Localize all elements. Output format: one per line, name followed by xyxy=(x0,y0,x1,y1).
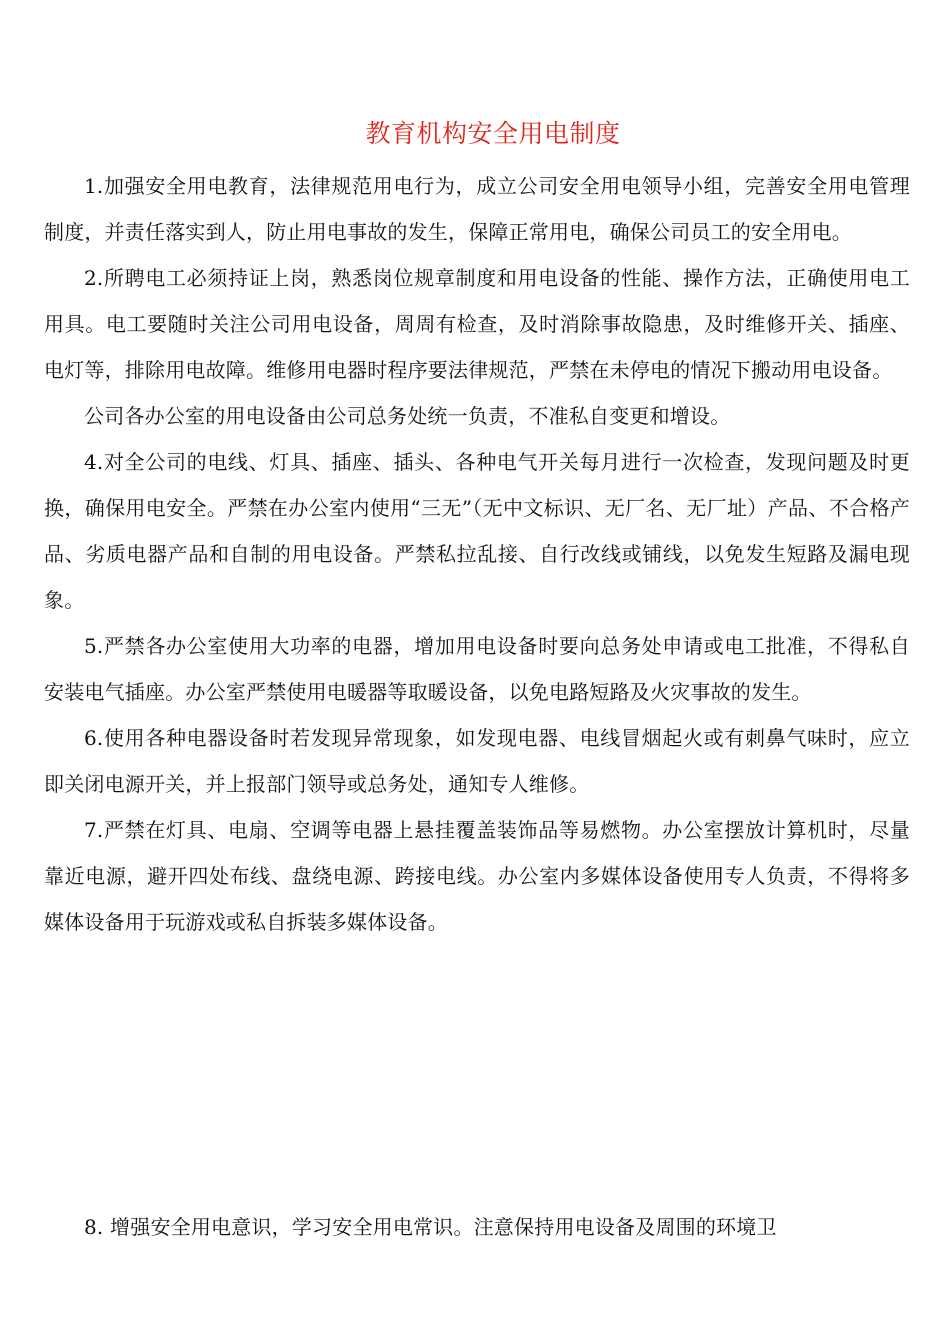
paragraph-5: 5.严禁各办公室使用大功率的电器，增加用电设备时要向总务处申请或电工批准，不得私自安装电气插座。办公室严禁使用电暖器等取暖设备，以免电路短路及火灾事故的发生。 xyxy=(44,634,910,704)
paragraph-6: 6.使用各种电器设备时若发现异常现象，如发现电器、电线冒烟起火或有刺鼻气味时，应立即关闭电源开关，并上报部门领导或总务处，通知专人维修。 xyxy=(44,726,910,796)
paragraph-7: 7.严禁在灯具、电扇、空调等电器上悬挂覆盖装饰品等易燃物。办公室摆放计算机时，尽量靠近电源，避开四处布线、盘绕电源、跨接电线。办公室内多媒体设备使用专人负责，不得将多媒体设备用于玩游戏或私自拆装多媒体设备。 xyxy=(44,818,910,934)
paragraph-8: 8. 增强安全用电意识，学习安全用电常识。注意保持用电设备及周围的环境卫 xyxy=(84,1215,777,1239)
paragraph-3: 公司各办公室的用电设备由公司总务处统一负责，不准私自变更和增设。 xyxy=(84,404,731,428)
document-body xyxy=(44,163,910,945)
paragraph-1: 1.加强安全用电教育，法律规范用电行为，成立公司安全用电领导小组，完善安全用电管理制度，并责任落实到人，防止用电事故的发生，保障正常用电，确保公司员工的安全用电。 xyxy=(44,174,910,244)
paragraph-4: 4.对全公司的电线、灯具、插座、插头、各种电气开关每月进行一次检查，发现问题及时更换，确保用电安全。严禁在办公室内使用“三无”（无中文标识、无厂名、无厂址）产品、不合格产品、劣质电器产品和自制的用电设备。严禁私拉乱接、自行改线或铺线，以免发生短路及漏电现象。 xyxy=(44,450,910,612)
document-title: 教育机构安全用电制度 xyxy=(365,119,621,148)
paragraph-2: 2.所聘电工必须持证上岗，熟悉岗位规章制度和用电设备的性能、操作方法，正确使用电工用具。电工要随时关注公司用电设备，周周有检查，及时消除事故隐患，及时维修开关、插座、电灯等，排除用电故障。维修用电器时程序要法律规范，严禁在未停电的情况下搬动用电设备。 xyxy=(44,266,910,382)
